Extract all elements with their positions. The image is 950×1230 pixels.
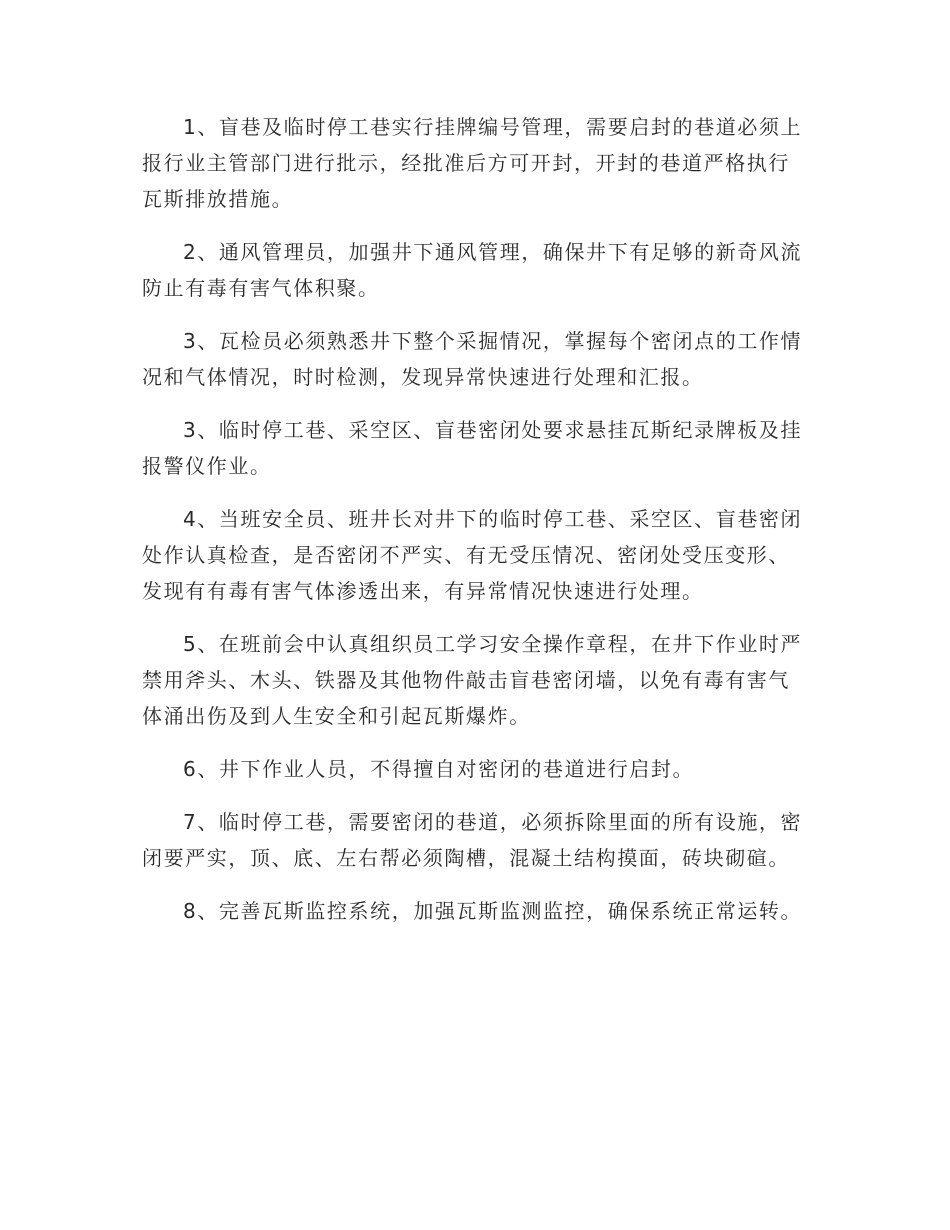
paragraph-6: 5、在班前会中认真组织员工学习安全操作章程，在井下作业时严禁用斧头、木头、铁器及其他物件敲击盲巷密闭墙，以免有毒有害气体涌出伤及到人生安全和引起瓦斯爆炸。 bbox=[142, 632, 803, 728]
paragraph-3: 3、瓦检员必须熟悉井下整个采掘情况，掌握每个密闭点的工作情况和气体情况，时时检测，发现异常快速进行处理和汇报。 bbox=[142, 329, 803, 389]
paragraph-8: 7、临时停工巷，需要密闭的巷道，必须拆除里面的所有设施，密闭要严实，顶、底、左右帮必须陶槽，混凝土结构摸面，砖块砌碹。 bbox=[142, 810, 803, 870]
document-body bbox=[142, 109, 810, 946]
paragraph-9: 8、完善瓦斯监控系统，加强瓦斯监测监控，确保系统正常运转。 bbox=[183, 899, 803, 923]
paragraph-7: 6、井下作业人员，不得擅自对密闭的巷道进行启封。 bbox=[183, 757, 695, 781]
paragraph-4: 3、临时停工巷、采空区、盲巷密闭处要求悬挂瓦斯纪录牌板及挂报警仪作业。 bbox=[142, 418, 803, 478]
paragraph-1: 1、盲巷及临时停工巷实行挂牌编号管理，需要启封的巷道必须上报行业主管部门进行批示，经批准后方可开封，开封的巷道严格执行瓦斯排放措施。 bbox=[142, 115, 803, 211]
paragraph-2: 2、通风管理员，加强井下通风管理，确保井下有足够的新奇风流防止有毒有害气体积聚。 bbox=[142, 240, 803, 300]
paragraph-5: 4、当班安全员、班井长对井下的临时停工巷、采空区、盲巷密闭处作认真检查，是否密闭不严实、有无受压情况、密闭处受压变形、发现有有毒有害气体渗透出来，有异常情况快速进行处理。 bbox=[142, 507, 803, 603]
